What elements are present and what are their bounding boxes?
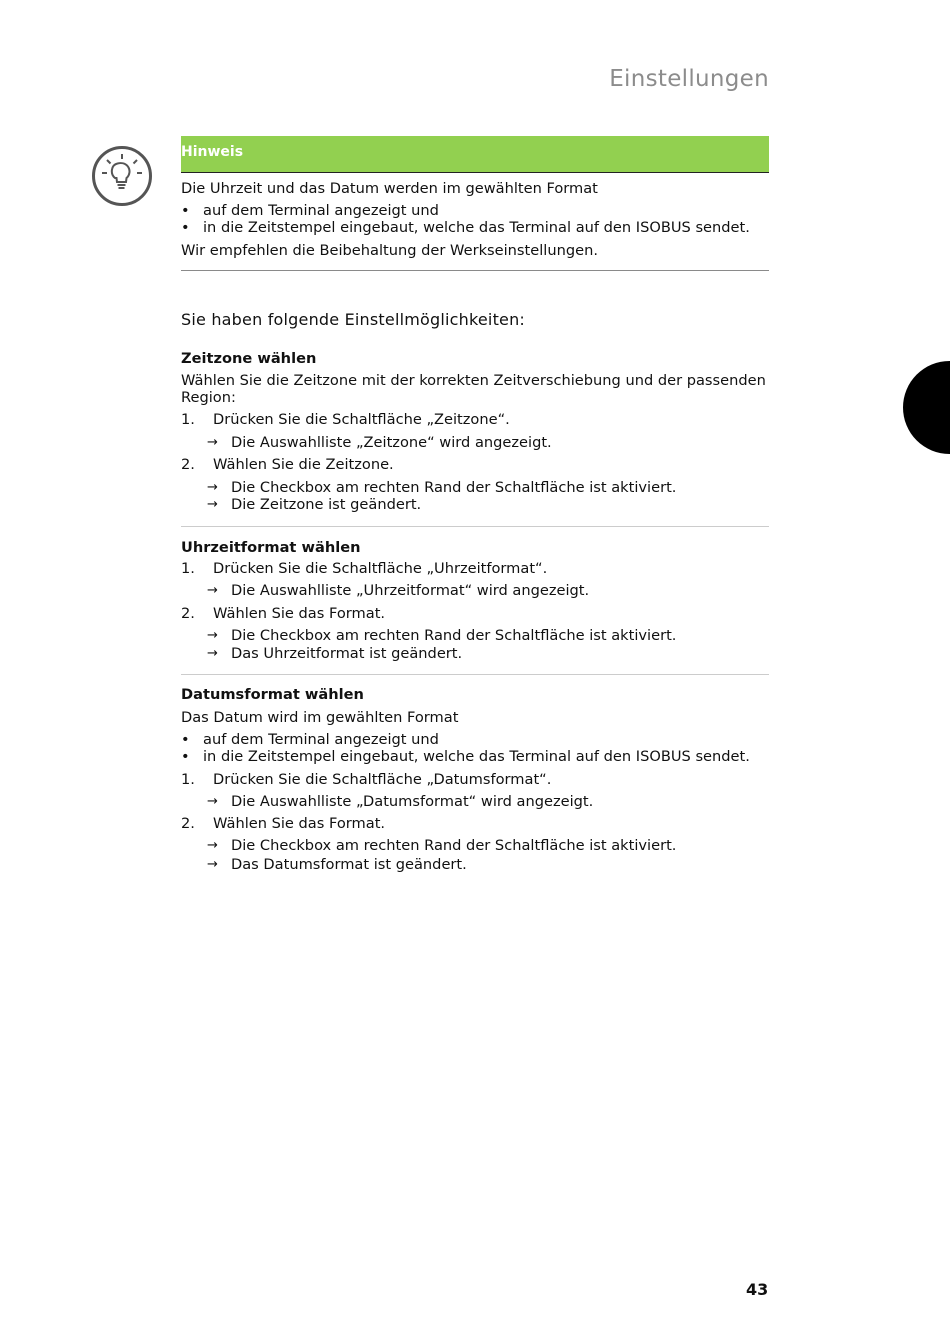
arrow-right-icon: →: [207, 480, 218, 495]
section-intro: Das Datum wird im gewählten Format: [181, 709, 459, 726]
arrow-right-icon: →: [207, 435, 218, 450]
page-number: 43: [746, 1280, 769, 1299]
note-divider: [181, 270, 769, 271]
bullet-text: in die Zeitstempel eingebaut, welche das Terminal auf den ISOBUS sendet.: [203, 219, 750, 236]
arrow-right-icon: →: [207, 583, 218, 598]
note-header-bar: [181, 136, 769, 173]
step-text: Drücken Sie die Schaltfläche „Uhrzeitformat“.: [213, 560, 548, 577]
arrow-right-icon: →: [207, 857, 218, 872]
note-intro: Die Uhrzeit und das Datum werden im gewählten Format: [181, 180, 598, 197]
result-text: Die Auswahlliste „Uhrzeitformat“ wird angezeigt.: [231, 582, 590, 599]
arrow-right-icon: →: [207, 646, 218, 661]
arrow-right-icon: →: [207, 628, 218, 643]
options-lead: Sie haben folgende Einstellmöglichkeiten:: [181, 310, 526, 329]
chapter-tab-marker: [903, 361, 950, 454]
step-text: Wählen Sie die Zeitzone.: [213, 456, 394, 473]
bullet-marker: •: [181, 219, 190, 236]
bullet-text: in die Zeitstempel eingebaut, welche das Terminal auf den ISOBUS sendet.: [203, 748, 750, 765]
result-text: Die Auswahlliste „Datumsformat“ wird angezeigt.: [231, 793, 594, 810]
section-title-zeitzone: Zeitzone wählen: [181, 350, 317, 367]
note-recommendation: Wir empfehlen die Beibehaltung der Werkseinstellungen.: [181, 242, 598, 259]
step-number: 1.: [181, 771, 195, 788]
section-divider: [181, 526, 769, 527]
result-text: Das Uhrzeitformat ist geändert.: [231, 645, 463, 662]
arrow-right-icon: →: [207, 794, 218, 809]
bullet-text: auf dem Terminal angezeigt und: [203, 202, 439, 219]
arrow-right-icon: →: [207, 497, 218, 512]
step-number: 2.: [181, 815, 195, 832]
bullet-marker: •: [181, 748, 190, 765]
step-text: Drücken Sie die Schaltfläche „Datumsformat“.: [213, 771, 552, 788]
result-text: Die Auswahlliste „Zeitzone“ wird angezeigt.: [231, 434, 552, 451]
section-intro: Wählen Sie die Zeitzone mit der korrekten Zeitverschiebung und der passenden: [181, 372, 766, 389]
step-number: 2.: [181, 605, 195, 622]
note-title: Hinweis: [181, 144, 244, 160]
step-text: Wählen Sie das Format.: [213, 605, 386, 622]
section-title-uhrzeitformat: Uhrzeitformat wählen: [181, 539, 361, 556]
result-text: Die Checkbox am rechten Rand der Schaltfläche ist aktiviert.: [231, 837, 677, 854]
result-text: Das Datumsformat ist geändert.: [231, 856, 467, 873]
lightbulb-icon: [91, 145, 153, 207]
step-text: Wählen Sie das Format.: [213, 815, 386, 832]
bullet-marker: •: [181, 731, 190, 748]
step-number: 2.: [181, 456, 195, 473]
result-text: Die Checkbox am rechten Rand der Schaltfläche ist aktiviert.: [231, 627, 677, 644]
bullet-marker: •: [181, 202, 190, 219]
result-text: Die Zeitzone ist geändert.: [231, 496, 422, 513]
section-divider: [181, 674, 769, 675]
step-number: 1.: [181, 560, 195, 577]
arrow-right-icon: →: [207, 838, 218, 853]
section-title-datumsformat: Datumsformat wählen: [181, 686, 364, 703]
step-text: Drücken Sie die Schaltfläche „Zeitzone“.: [213, 411, 510, 428]
result-text: Die Checkbox am rechten Rand der Schaltfläche ist aktiviert.: [231, 479, 677, 496]
section-intro: Region:: [181, 389, 236, 406]
step-number: 1.: [181, 411, 195, 428]
bullet-text: auf dem Terminal angezeigt und: [203, 731, 439, 748]
page-header-title: Einstellungen: [609, 66, 769, 92]
